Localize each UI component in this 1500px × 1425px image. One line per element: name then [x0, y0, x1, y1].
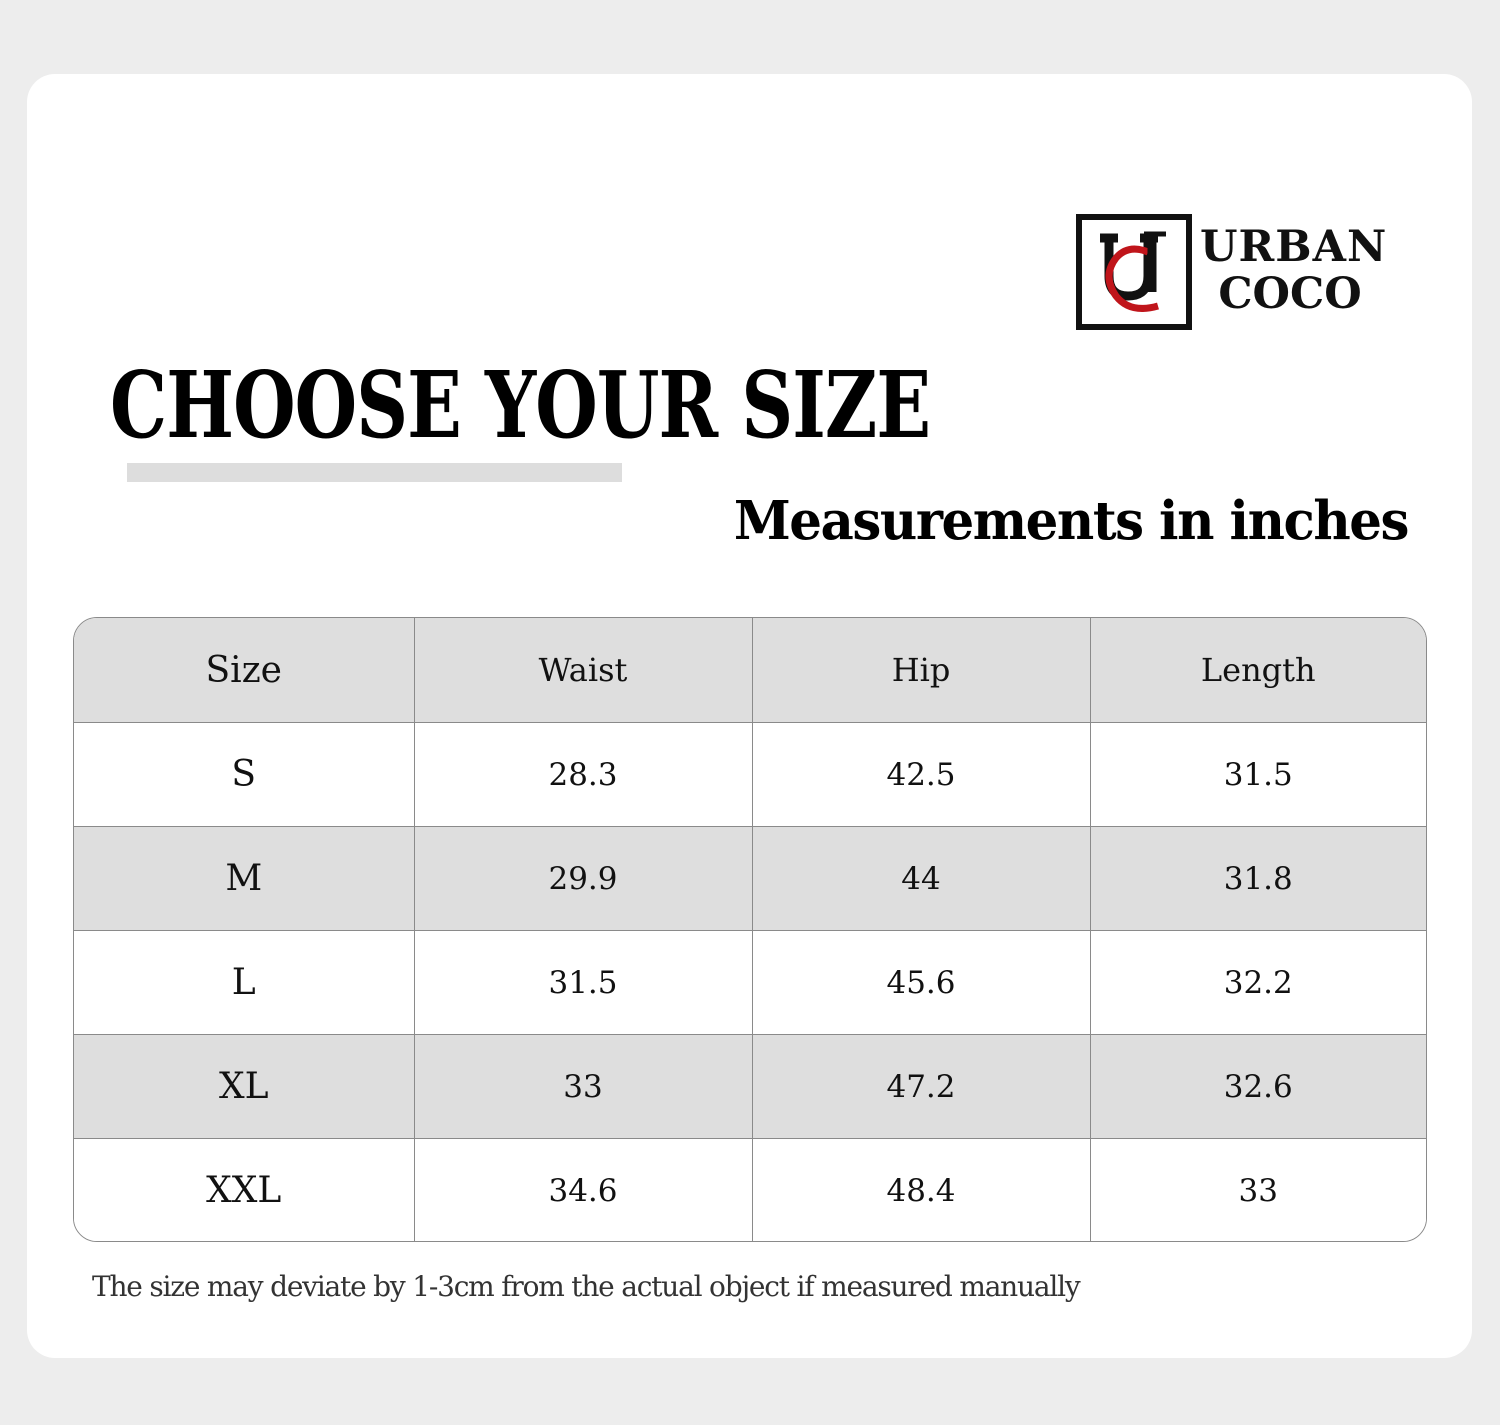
size-cell: XXL: [74, 1139, 414, 1243]
size-cell: XL: [74, 1035, 414, 1139]
table-row: [74, 1139, 1426, 1243]
page-title: CHOOSE YOUR SIZE: [110, 352, 931, 460]
brand-name-line1: URBAN: [1200, 222, 1388, 272]
hip-cell: 48.4: [752, 1139, 1090, 1243]
waist-cell: 29.9: [414, 827, 752, 931]
table-row: [74, 1035, 1426, 1139]
hip-cell: 42.5: [752, 723, 1090, 827]
title-underline: [127, 463, 622, 482]
measurement-footnote: The size may deviate by 1-3cm from the actual object if measured manually: [92, 1270, 1080, 1303]
size-table: [73, 617, 1427, 1242]
length-cell: 31.5: [1090, 723, 1426, 827]
table-row: [74, 723, 1426, 827]
brand-name: [1200, 222, 1388, 319]
waist-cell: 34.6: [414, 1139, 752, 1243]
length-cell: 32.2: [1090, 931, 1426, 1035]
waist-cell: 33: [414, 1035, 752, 1139]
table-row: [74, 827, 1426, 931]
size-cell: L: [74, 931, 414, 1035]
brand-name-line2: COCO: [1218, 269, 1362, 319]
waist-cell: 28.3: [414, 723, 752, 827]
table-header-row: [74, 618, 1426, 723]
hip-cell: 44: [752, 827, 1090, 931]
waist-cell: 31.5: [414, 931, 752, 1035]
header-waist: Waist: [414, 618, 752, 723]
hip-cell: 47.2: [752, 1035, 1090, 1139]
size-cell: S: [74, 723, 414, 827]
length-cell: 32.6: [1090, 1035, 1426, 1139]
length-cell: 31.8: [1090, 827, 1426, 931]
length-cell: 33: [1090, 1139, 1426, 1243]
table-row: [74, 931, 1426, 1035]
header-hip: Hip: [752, 618, 1090, 723]
header-length: Length: [1090, 618, 1426, 723]
header-size: Size: [74, 618, 414, 723]
units-subtitle: Measurements in inches: [733, 490, 1408, 552]
size-cell: M: [74, 827, 414, 931]
hip-cell: 45.6: [752, 931, 1090, 1035]
brand-logo-icon: [1076, 214, 1192, 330]
